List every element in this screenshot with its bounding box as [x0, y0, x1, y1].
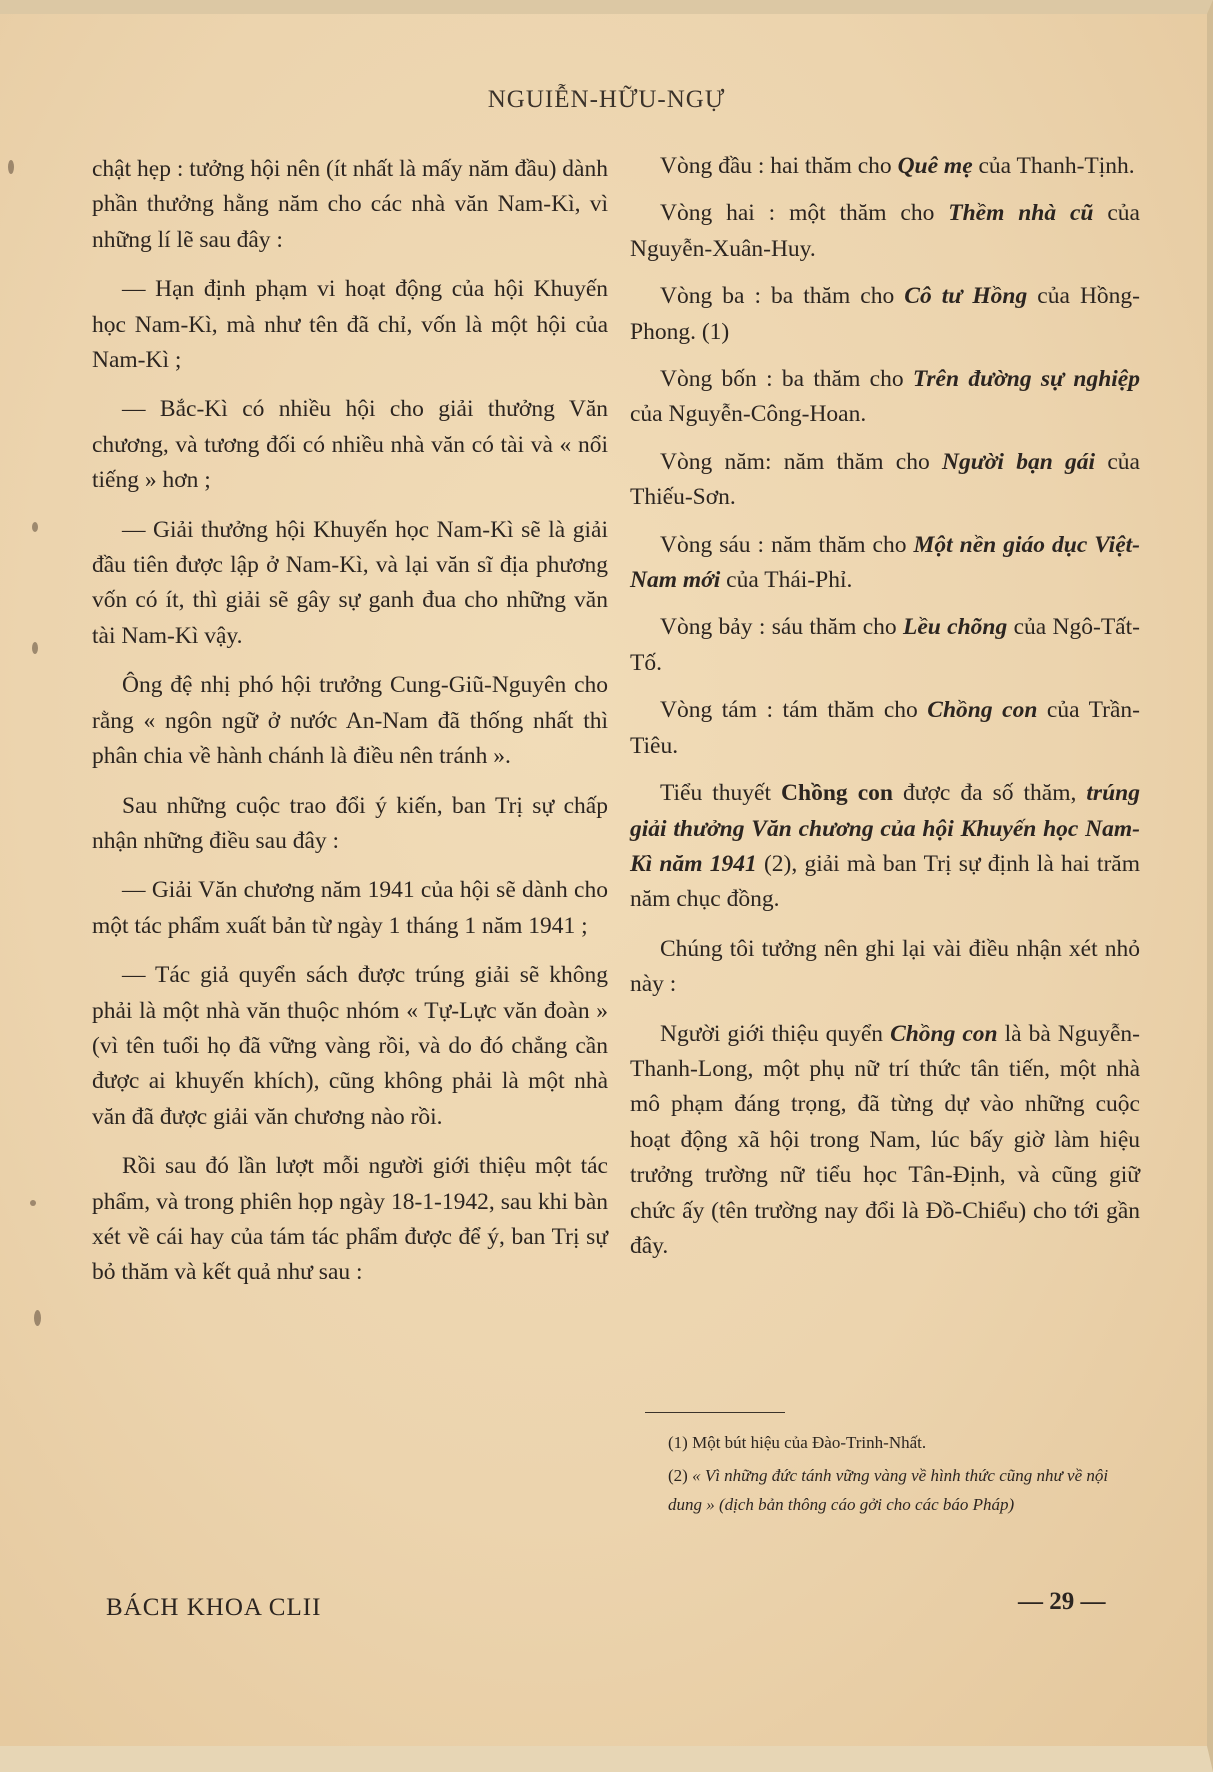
vote-round: Vòng đầu : hai thăm cho Quê mẹ của Thanh-Tịnh. — [660, 153, 1135, 179]
book-title: Chồng con — [890, 1020, 998, 1047]
book-title: Trên đường sự nghiệp — [912, 366, 1140, 393]
footnote-rule — [645, 1412, 785, 1413]
paragraph: Tiểu thuyết Chồng con được đa số thăm, trúng giải thưởng Văn chương của hội Khuyến học Nam-Kì năm 1941 (2), giải mà ban Trị sự định là hai trăm năm chục đồng. — [630, 780, 1140, 913]
book-title: Quê mẹ — [897, 153, 973, 179]
footnotes — [668, 1428, 1146, 1523]
paragraph: chật hẹp : tưởng hội nên (ít nhất là mấy năm đầu) dành phần thưởng hằng năm cho các nhà văn Nam-Kì, vì những lí lẽ sau đây : — [92, 156, 608, 253]
paragraph: Sau những cuộc trao đổi ý kiến, ban Trị sự chấp nhận những điều sau đây : — [92, 792, 608, 854]
vote-round: Vòng tám : tám thăm cho Chồng con của Trần-Tiêu. — [630, 697, 1140, 759]
paragraph: — Tác giả quyển sách được trúng giải sẽ không phải là một nhà văn thuộc nhóm « Tự-Lực văn đoàn » (vì tên tuổi họ đã vững vàng rồi, và do đó chẳng cần được ai khuyến khích), cũng không phải là một nhà văn đã được giải văn chương nào rồi. — [92, 962, 608, 1130]
book-title: Chồng con — [781, 780, 893, 807]
footnote: (2) « Vì những đức tánh vững vàng về hình thức cũng như về nội dung » (dịch bản thông cáo gởi cho các báo Pháp) — [668, 1466, 1109, 1514]
vote-round: Vòng hai : một thăm cho Thềm nhà cũ của Nguyễn-Xuân-Huy. — [630, 200, 1140, 262]
margin-speck — [32, 642, 38, 654]
magazine-name: BÁCH KHOA CLII — [106, 1594, 322, 1621]
book-title: Lều chõng — [902, 614, 1008, 641]
paragraph: — Bắc-Kì có nhiều hội cho giải thưởng Văn chương, và tương đối có nhiều nhà văn có tài và « nổi tiếng » hơn ; — [92, 396, 608, 494]
paragraph: — Hạn định phạm vi hoạt động của hội Khuyến học Nam-Kì, mà như tên đã chỉ, vốn là một hội của Nam-Kì ; — [92, 276, 608, 374]
award-name: trúng giải thưởng Văn chương của hội Khuyến học Nam-Kì năm 1941 — [630, 780, 1140, 877]
vote-round: Vòng năm: năm thăm cho Người bạn gái của Thiếu-Sơn. — [630, 448, 1140, 511]
margin-speck — [34, 1310, 41, 1326]
book-title: Thềm nhà cũ — [948, 200, 1094, 227]
paragraph: — Giải thưởng hội Khuyến học Nam-Kì sẽ là giải đầu tiên được lập ở Nam-Kì, và lại văn sĩ địa phương vốn có ít, thì giải sẽ gây sự ganh đua cho những văn tài Nam-Kì vậy. — [92, 516, 608, 649]
paragraph: Rồi sau đó lần lượt mỗi người giới thiệu một tác phẩm, và trong phiên họp ngày 18-1-1942, sau khi bàn xét về cái hay của tám tác phẩm được để ý, ban Trị sự bỏ thăm và kết quả như sau : — [92, 1153, 608, 1286]
paragraph: Người giới thiệu quyển Chồng con là bà Nguyễn-Thanh-Long, một phụ nữ trí thức tân tiến, một nhà mô phạm đáng trọng, đã từng dự vào những cuộc hoạt động xã hội trong Nam, lúc bấy giờ làm hiệu trưởng trường nữ tiểu học Tân-Định, và cũng giữ chức ấy (tên trường nay đổi là Đồ-Chiểu) cho tới gần đây. — [630, 1020, 1140, 1259]
right-column — [630, 149, 1140, 1278]
paragraph: Chúng tôi tưởng nên ghi lại vài điều nhận xét nhỏ này : — [630, 935, 1140, 998]
paragraph: Ông đệ nhị phó hội trưởng Cung-Giũ-Nguyên cho rằng « ngôn ngữ ở nước An-Nam đã thống nhất thì phân chia về hành chánh là điều nên tránh ». — [92, 672, 608, 770]
margin-speck — [8, 160, 14, 174]
book-title: Người bạn gái — [941, 448, 1096, 475]
footnote: (1) Một bút hiệu của Đào-Trinh-Nhất. — [668, 1433, 927, 1452]
running-title: NGUIỄN-HỮU-NGỰ — [487, 86, 726, 113]
left-column — [92, 152, 608, 1305]
page-number: — 29 — — [1018, 1588, 1106, 1615]
vote-round: Vòng ba : ba thăm cho Cô tư Hồng của Hồng-Phong. (1) — [630, 283, 1140, 345]
margin-speck — [30, 1200, 36, 1206]
margin-speck — [32, 522, 38, 532]
vote-round: Vòng bốn : ba thăm cho Trên đường sự nghiệp của Nguyễn-Công-Hoan. — [630, 366, 1140, 428]
book-title: Cô tư Hồng — [904, 283, 1028, 310]
vote-round: Vòng sáu : năm thăm cho Một nền giáo dục Việt-Nam mới của Thái-Phỉ. — [630, 531, 1140, 594]
book-title: Chồng con — [927, 697, 1038, 724]
book-title: Một nền giáo dục Việt-Nam mới — [630, 531, 1140, 594]
vote-round: Vòng bảy : sáu thăm cho Lều chõng của Ngô-Tất-Tố. — [630, 614, 1140, 676]
paragraph: — Giải Văn chương năm 1941 của hội sẽ dành cho một tác phẩm xuất bản từ ngày 1 tháng 1 năm 1941 ; — [92, 877, 608, 939]
